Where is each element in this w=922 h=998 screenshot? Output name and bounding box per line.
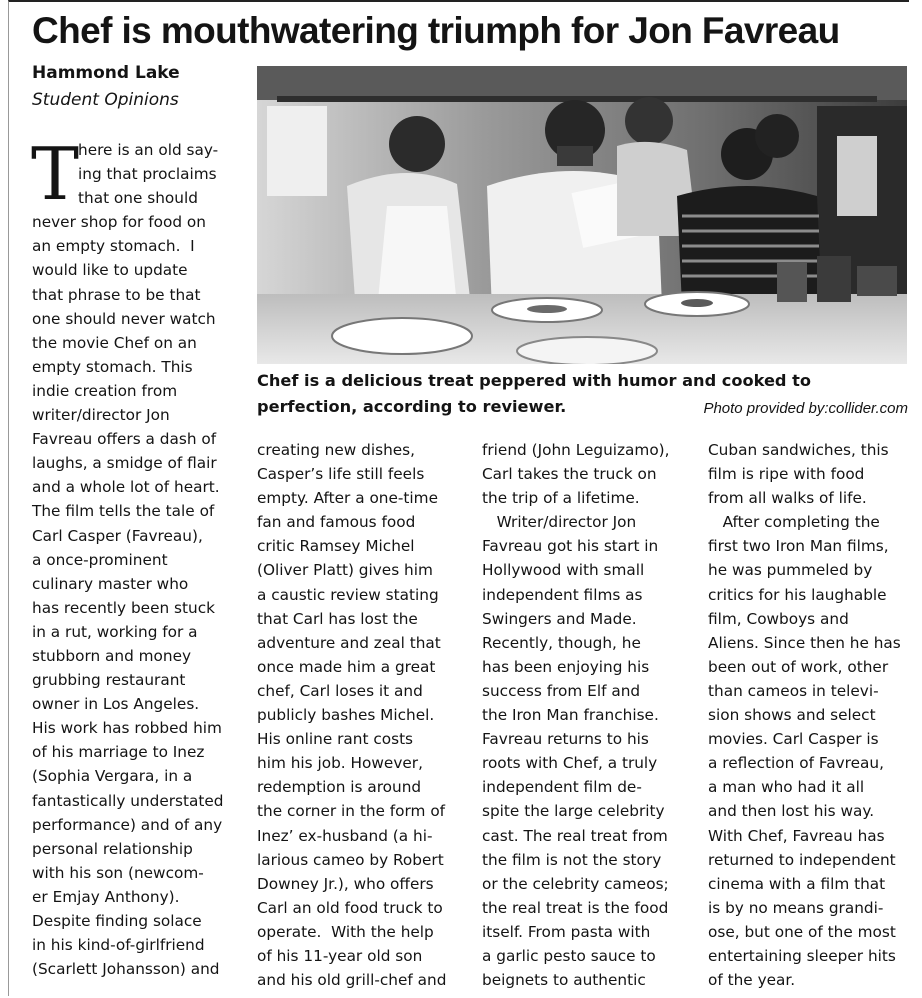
article-line: spite the large celebrity	[482, 802, 665, 821]
article-line: a once-prominent	[32, 550, 168, 569]
article-line: stubborn and money	[32, 646, 192, 665]
article-line: (Scarlett Johansson) and	[32, 960, 220, 979]
photo-caption: Chef is a delicious treat peppered with humor and cooked to perfection, according to reviewer.	[257, 371, 812, 416]
article-line: entertaining sleeper hits	[708, 946, 896, 965]
article-line: the corner in the form of	[257, 802, 446, 821]
article-line: writer/director Jon	[32, 406, 170, 425]
article-line: and his old grill-chef and	[257, 971, 447, 990]
article-line: the Iron Man franchise.	[482, 706, 659, 725]
article-line: has recently been stuck	[32, 598, 215, 617]
article-line: cast. The real treat from	[482, 826, 668, 845]
article-line: film is ripe with food	[708, 465, 865, 484]
article-line: movies. Carl Casper is	[708, 730, 879, 749]
article-line: Inez’ ex-husband (a hi-	[257, 826, 433, 845]
byline-section: Student Opinions	[32, 90, 179, 110]
article-line: Writer/director Jon	[482, 513, 637, 532]
article-line: publicly bashes Michel.	[257, 706, 435, 725]
article-line: Casper’s life still feels	[257, 465, 425, 484]
photo-credit: Photo provided by:collider.com	[703, 400, 908, 417]
article-line: a garlic pesto sauce to	[482, 946, 656, 965]
article-line: a reflection of Favreau,	[708, 754, 884, 773]
article-line: empty stomach. This	[32, 357, 193, 376]
article-line: performance) and of any	[32, 815, 223, 834]
article-line: Carl Casper (Favreau),	[32, 526, 203, 545]
kitchen-photo-image	[257, 66, 907, 364]
article-photo	[257, 66, 907, 364]
article-line: the movie Chef on an	[32, 333, 197, 352]
article-line: fan and famous food	[257, 513, 416, 532]
article-line: Favreau offers a dash of	[32, 430, 217, 449]
article-line: Recently, though, he	[482, 633, 641, 652]
article-line: larious cameo by Robert	[257, 850, 444, 869]
article-line: with his son (newcom-	[32, 863, 204, 882]
article-line: creating new dishes,	[257, 441, 416, 459]
article-line: returned to independent	[708, 850, 896, 869]
article-line: Favreau returns to his	[482, 730, 649, 749]
article-line: from all walks of life.	[708, 489, 867, 508]
article-line: of his marriage to Inez	[32, 743, 205, 762]
article-line: film, Cowboys and	[708, 609, 849, 628]
article-line: grubbing restaurant	[32, 671, 186, 690]
article-line: that one should	[78, 189, 198, 208]
article-line: itself. From pasta with	[482, 922, 651, 941]
article-line: Cuban sandwiches, this	[708, 441, 889, 459]
article-line: of his 11-year old son	[257, 946, 423, 965]
article-line: indie creation from	[32, 381, 178, 400]
article-line: a caustic review stating	[257, 585, 439, 604]
article-line: personal relationship	[32, 839, 193, 858]
article-line: ose, but one of the most	[708, 922, 896, 941]
article-line: the film is not the story	[482, 850, 662, 869]
article-line: Hollywood with small	[482, 561, 645, 580]
article-line: laughs, a smidge of flair	[32, 454, 217, 473]
article-line: the real treat is the food	[482, 898, 669, 917]
article-line: would like to update	[32, 261, 188, 280]
article-line: sion shows and select	[708, 706, 876, 725]
article-line: one should never watch	[32, 309, 216, 328]
byline-author: Hammond Lake	[32, 63, 180, 83]
article-line: redemption is around	[257, 778, 422, 797]
article-line: independent films as	[482, 585, 643, 604]
article-line: than cameos in televi-	[708, 681, 879, 700]
article-column-2	[257, 438, 446, 992]
article-line: (Sophia Vergara, in a	[32, 767, 193, 786]
article-line: critic Ramsey Michel	[257, 537, 415, 556]
article-line: that phrase to be that	[32, 285, 201, 304]
article-column-4	[708, 438, 901, 992]
article-line: an empty stomach. I	[32, 237, 195, 256]
article-line: With Chef, Favreau has	[708, 826, 885, 845]
article-line: ing that proclaims	[78, 165, 217, 184]
article-line: culinary master who	[32, 574, 189, 593]
drop-cap: T	[31, 132, 80, 216]
article-line: has been enjoying his	[482, 657, 650, 676]
article-line: cinema with a film that	[708, 874, 886, 893]
article-line: him his job. However,	[257, 754, 423, 773]
headline: Chef is mouthwatering triumph for Jon Favreau	[32, 10, 840, 51]
article-line: or the celebrity cameos;	[482, 874, 669, 893]
article-line: operate. With the help	[257, 922, 434, 941]
article-line: Downey Jr.), who offers	[257, 874, 434, 893]
article-line: Despite finding solace	[32, 912, 202, 930]
article-line: fantastically understated	[32, 791, 224, 810]
article-line: he was pummeled by	[708, 561, 873, 580]
article-line: Favreau got his start in	[482, 537, 659, 556]
article-line: a man who had it all	[708, 778, 865, 797]
article-line: been out of work, other	[708, 657, 889, 676]
article-line: (Oliver Platt) gives him	[257, 561, 433, 580]
article-line: er Emjay Anthony).	[32, 887, 180, 906]
article-line: independent film de-	[482, 778, 642, 797]
article-line: that Carl has lost the	[257, 609, 418, 628]
article-line: and a whole lot of heart.	[32, 478, 220, 497]
article-line: owner in Los Angeles.	[32, 695, 200, 714]
article-column-1	[32, 138, 224, 981]
article-line: never shop for food on	[32, 213, 206, 232]
article-line: empty. After a one-time	[257, 489, 438, 508]
article-line: critics for his laughable	[708, 585, 887, 604]
article-line: success from Elf and	[482, 681, 641, 700]
article-line: is by no means grandi-	[708, 898, 884, 917]
article-line: adventure and zeal that	[257, 633, 441, 652]
article-line: Carl an old food truck to	[257, 898, 443, 917]
article-line: once made him a great	[257, 657, 436, 676]
article-line: roots with Chef, a truly	[482, 754, 658, 773]
article-line: here is an old say-	[78, 141, 219, 159]
article-line: the trip of a lifetime.	[482, 489, 640, 508]
article-line: beignets to authentic	[482, 971, 646, 990]
article-line: After completing the	[708, 513, 880, 532]
article-line: in a rut, working for a	[32, 622, 198, 641]
article-line: Carl takes the truck on	[482, 465, 657, 484]
article-line: Swingers and Made.	[482, 609, 637, 628]
article-line: and then lost his way.	[708, 802, 875, 821]
article-line: Aliens. Since then he has	[708, 633, 901, 652]
article-line: of the year.	[708, 971, 796, 990]
article-line: in his kind-of-girlfriend	[32, 936, 205, 955]
article-line: friend (John Leguizamo),	[482, 441, 670, 459]
article-line: first two Iron Man films,	[708, 537, 889, 556]
article-line: His online rant costs	[257, 730, 414, 749]
article-line: chef, Carl loses it and	[257, 681, 423, 700]
article-column-3	[482, 438, 670, 992]
article-line: The film tells the tale of	[32, 502, 215, 521]
article-line: His work has robbed him	[32, 719, 222, 738]
